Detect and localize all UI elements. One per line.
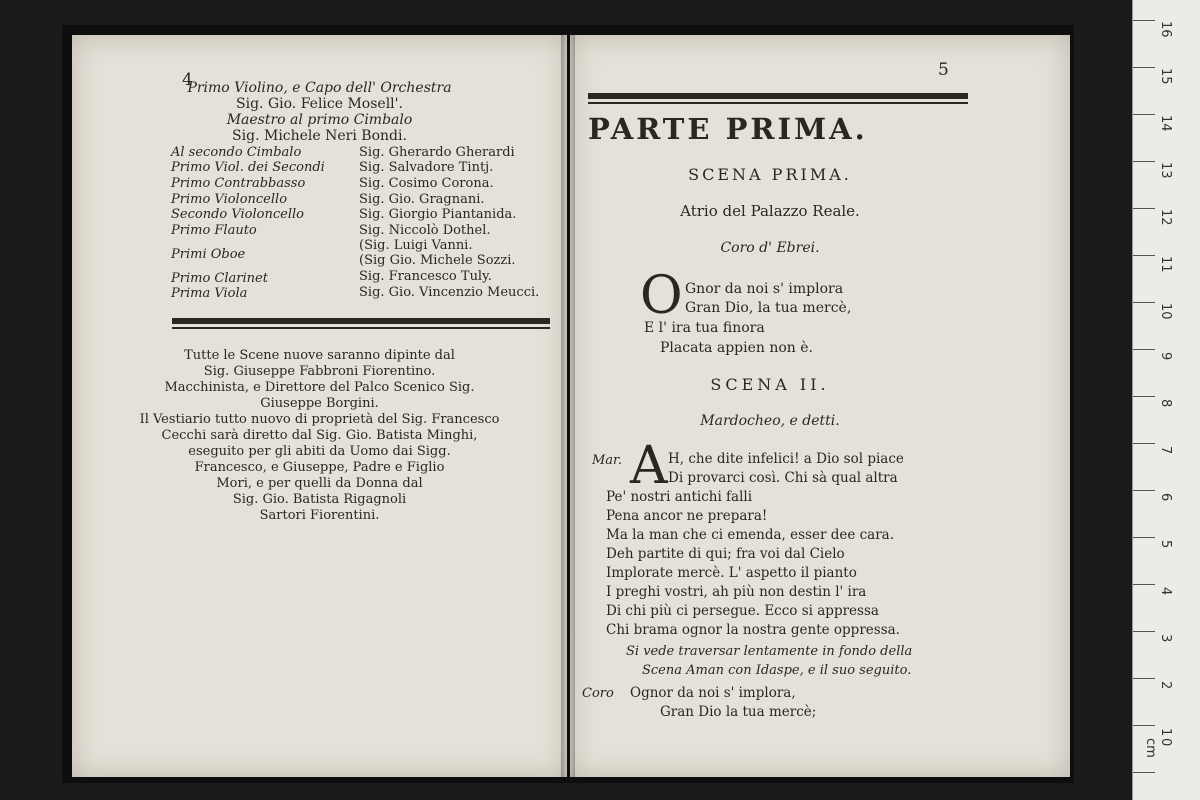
ruler-tick [1133, 490, 1155, 491]
header-line-3: Maestro al primo Cimbalo [226, 112, 413, 128]
ruler-number: 1 [1158, 728, 1173, 737]
ruler-number: 12 [1158, 209, 1173, 226]
credit-line: eseguito per gli abiti da Uomo dai Sigg. [188, 444, 451, 459]
role-label: Secondo Violoncello [171, 207, 304, 222]
role-name: Sig. Giorgio Piantanida. [359, 207, 517, 222]
credit-line: Sig. Gio. Batista Rigagnoli [232, 492, 407, 507]
ruler-tick [1133, 537, 1155, 538]
left-page [72, 35, 567, 777]
header-line-1: Primo Violino, e Capo dell' Orchestra [187, 80, 452, 96]
divider-rule [172, 318, 550, 324]
verse-line: Chi brama ognor la nostra gente oppressa. [606, 622, 900, 638]
ruler-tick [1133, 255, 1155, 256]
role-name: Sig. Niccolò Dothel. [359, 223, 491, 238]
header-line-2: Sig. Gio. Felice Mosell'. [236, 96, 403, 112]
ruler-number: 10 [1158, 303, 1173, 320]
verse-line: Gnor da noi s' implora [685, 281, 844, 297]
ruler-number: 11 [1158, 256, 1173, 273]
ruler-number: 5 [1158, 540, 1173, 549]
ruler-tick [1133, 67, 1155, 68]
verse-line: Pe' nostri antichi falli [606, 489, 753, 505]
page-number: 5 [938, 60, 949, 80]
ruler-number: 0 cm [1143, 738, 1173, 758]
scene-heading: SCENA PRIMA. [688, 165, 852, 184]
ruler-tick [1133, 161, 1155, 162]
ruler-tick [1133, 584, 1155, 585]
ruler-number: 4 [1158, 587, 1173, 596]
stage-direction: Si vede traversar lentamente in fondo della [626, 644, 913, 659]
credit-line: Mori, e per quelli da Donna dal [216, 476, 423, 491]
drop-cap: A [630, 436, 668, 496]
verse-line: Implorate mercè. L' aspetto il pianto [606, 565, 857, 581]
verse-line: Di chi più ci persegue. Ecco si appressa [606, 603, 879, 619]
speaker-label: Mar. [592, 453, 622, 468]
ruler-number: 2 [1158, 681, 1173, 690]
verse-line: Ognor da noi s' implora, [630, 685, 796, 701]
credit-line: Francesco, e Giuseppe, Padre e Figlio [194, 460, 445, 475]
verse-line: Gran Dio, la tua mercè, [685, 300, 852, 316]
role-label: Prima Viola [171, 286, 248, 301]
role-label: Primo Violoncello [171, 192, 288, 207]
credit-line: Giuseppe Borgini. [260, 396, 379, 411]
ruler-tick [1133, 725, 1155, 726]
credit-line: Sig. Giuseppe Fabbroni Fiorentino. [203, 364, 436, 379]
ruler-tick [1133, 631, 1155, 632]
ruler-tick [1133, 208, 1155, 209]
credit-line: Il Vestiario tutto nuovo di proprietà del Sig. Francesco [139, 412, 500, 427]
ruler-number: 13 [1158, 162, 1173, 179]
header-line-4: Sig. Michele Neri Bondi. [232, 128, 407, 144]
verse-line: H, che dite infelici! a Dio sol piace [668, 451, 904, 467]
stage-direction: Scena Aman con Idaspe, e il suo seguito. [642, 663, 912, 678]
ruler-tick [1133, 20, 1155, 21]
ruler-tick [1133, 302, 1155, 303]
right-page [570, 35, 1070, 777]
page-number: 4 [182, 70, 193, 90]
ruler-number: 9 [1158, 352, 1173, 361]
ruler-number: 6 [1158, 493, 1173, 502]
measuring-ruler [1132, 0, 1200, 800]
verse-line: Pena ancor ne prepara! [606, 508, 768, 524]
ruler-number: 3 [1158, 634, 1173, 643]
book-spread [62, 25, 1074, 783]
credit-line: Macchinista, e Direttore del Palco Scenico Sig. [164, 380, 475, 395]
verse-line: Ma la man che ci emenda, esser dee cara. [606, 527, 895, 543]
role-label: Al secondo Cimbalo [171, 145, 302, 160]
part-title: PARTE PRIMA. [588, 112, 868, 146]
ruler-number: 8 [1158, 399, 1173, 408]
characters-line: Mardocheo, e detti. [700, 413, 840, 429]
role-name: Sig. Francesco Tuly. [359, 269, 492, 284]
role-name: (Sig. Luigi Vanni. [359, 238, 473, 253]
role-name: (Sig Gio. Michele Sozzi. [359, 253, 516, 268]
ruler-tick [1133, 772, 1155, 773]
ruler-number: 14 [1158, 115, 1173, 132]
role-label: Primo Clarinet [171, 271, 268, 286]
ruler-tick [1133, 443, 1155, 444]
ruler-tick [1133, 114, 1155, 115]
drop-cap: O [640, 266, 683, 326]
verse-line: I preghi vostri, ah più non destin l' ira [606, 584, 867, 600]
chorus-label: Coro d' Ebrei. [720, 240, 820, 256]
verse-line: Placata appien non è. [660, 340, 814, 356]
role-label: Primi Oboe [171, 247, 246, 262]
role-label: Primo Flauto [171, 223, 257, 238]
ruler-tick [1133, 396, 1155, 397]
credit-line: Sartori Fiorentini. [259, 508, 380, 523]
ruler-number: 15 [1158, 68, 1173, 85]
verse-line: E l' ira tua finora [644, 320, 765, 336]
ruler-number: 16 [1158, 21, 1173, 38]
scene-heading: SCENA II. [710, 375, 830, 394]
ruler-number: 7 [1158, 446, 1173, 455]
verse-line: Deh partite di qui; fra voi dal Cielo [606, 546, 845, 562]
credit-line: Tutte le Scene nuove saranno dipinte dal [184, 348, 455, 363]
role-name: Sig. Cosimo Corona. [359, 176, 494, 191]
speaker-label: Coro [582, 686, 614, 701]
role-name: Sig. Gherardo Gherardi [359, 145, 515, 160]
ruler-tick [1133, 678, 1155, 679]
role-label: Primo Contrabbasso [171, 176, 306, 191]
top-rule [588, 93, 968, 99]
role-name: Sig. Gio. Vincenzio Meucci. [359, 285, 540, 300]
scene-setting: Atrio del Palazzo Reale. [680, 202, 860, 220]
role-label: Primo Viol. dei Secondi [171, 160, 325, 175]
role-name: Sig. Gio. Gragnani. [359, 192, 485, 207]
ruler-tick [1133, 349, 1155, 350]
verse-line: Gran Dio la tua mercè; [660, 704, 817, 720]
credit-line: Cecchi sarà diretto dal Sig. Gio. Batista Minghi, [161, 428, 478, 443]
book-gutter [561, 35, 575, 777]
verse-line: Di provarci così. Chi sà qual altra [668, 470, 898, 486]
role-name: Sig. Salvadore Tintj. [359, 160, 494, 175]
